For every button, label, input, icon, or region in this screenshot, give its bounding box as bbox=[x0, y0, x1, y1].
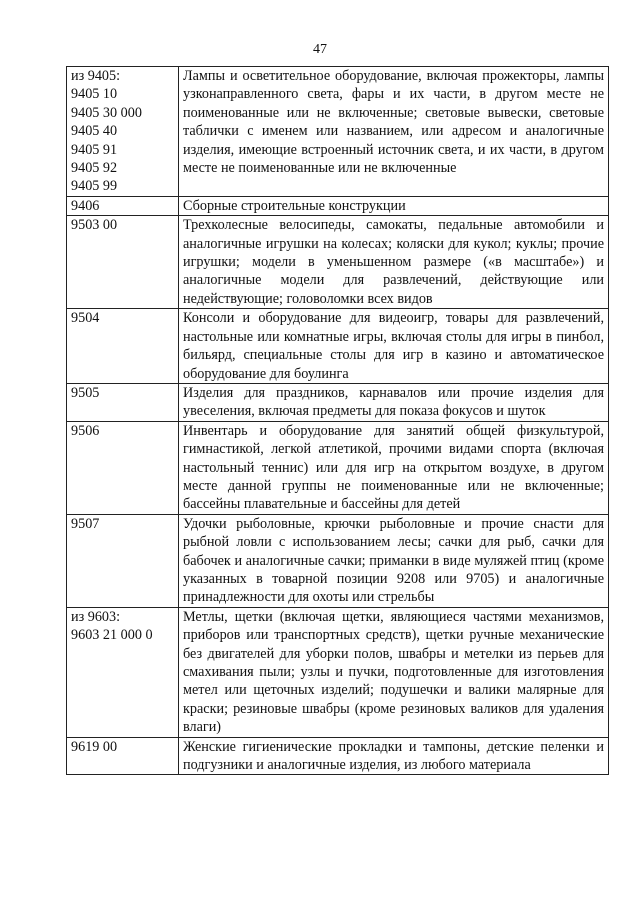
code-cell bbox=[67, 607, 179, 737]
table-row bbox=[67, 421, 609, 514]
commodity-code: 9405 40 bbox=[71, 123, 118, 140]
code-cell bbox=[67, 421, 179, 514]
commodity-code-table bbox=[66, 66, 609, 775]
code-cell bbox=[67, 196, 179, 215]
commodity-code: из 9603: bbox=[71, 608, 121, 625]
commodity-code: 9507 bbox=[71, 515, 100, 532]
description-cell: Удочки рыболовные, крючки рыболовные и прочие снасти для рыбной ловли с использованием лесы; сачки для рыб, сачки для бабочек и аналогичные сачки; приманки в виде муляжей птиц (кроме указанных в товарной позиции 9208 или 9705) и аналогичные принадлежности для охоты или стрельбы bbox=[179, 514, 609, 607]
description-cell: Женские гигиенические прокладки и тампоны, детские пеленки и подгузники и аналогичные изделия, из любого материала bbox=[179, 737, 609, 775]
table-body bbox=[67, 67, 609, 775]
commodity-code: 9506 bbox=[71, 422, 100, 439]
commodity-code: 9504 bbox=[71, 310, 100, 327]
commodity-code: 9405 99 bbox=[71, 178, 118, 195]
commodity-code: 9505 bbox=[71, 384, 100, 401]
commodity-code: из 9405: bbox=[71, 68, 121, 84]
code-cell bbox=[67, 216, 179, 309]
code-cell bbox=[67, 514, 179, 607]
commodity-code: 9405 91 bbox=[71, 141, 118, 158]
table-row bbox=[67, 607, 609, 737]
commodity-code: 9603 21 000 0 bbox=[71, 627, 153, 644]
description-cell: Метлы, щетки (включая щетки, являющиеся частями механизмов, приборов или транспортных средств), щетки ручные механические без двигателей для уборки полов, швабры и метелки из перьев для смахивания пыли; узлы и пучки, подготовленные для изготовления метел или щеточных изделий; подушечки и валики малярные для краски; резиновые швабры (кроме резиновых валиков для удаления влаги) bbox=[179, 607, 609, 737]
commodity-code: 9503 00 bbox=[71, 217, 118, 234]
page-number: 47 bbox=[313, 42, 327, 57]
description-cell: Сборные строительные конструкции bbox=[179, 196, 609, 215]
code-cell bbox=[67, 737, 179, 775]
code-cell bbox=[67, 309, 179, 384]
table-row bbox=[67, 737, 609, 775]
commodity-code: 9405 10 bbox=[71, 86, 118, 103]
table-row bbox=[67, 383, 609, 421]
table-row bbox=[67, 196, 609, 215]
description-cell: Лампы и осветительное оборудование, включая прожекторы, лампы узконаправленного света, фары и их части, в другом месте не поименованные или не включенные; световые вывески, световые таблички с именем или названием, или адресом и аналогичные изделия, имеющие встроенный источник света, и их части, в другом месте не поименованные или не включенные bbox=[179, 67, 609, 197]
code-cell bbox=[67, 67, 179, 197]
description-cell: Инвентарь и оборудование для занятий общей физкультурой, гимнастикой, легкой атлетикой, прочими видами спорта (включая настольный теннис) или для игр на открытом воздухе, в другом месте данной группы не поименованные или не включенные; бассейны плавательные и бассейны для детей bbox=[179, 421, 609, 514]
table-row bbox=[67, 309, 609, 384]
description-cell: Изделия для праздников, карнавалов или прочие изделия для увеселения, включая предметы для показа фокусов и шуток bbox=[179, 383, 609, 421]
description-cell: Консоли и оборудование для видеоигр, товары для развлечений, настольные или комнатные игры, включая столы для игры в пинбол, бильярд, специальные столы для игр в казино и автоматическое оборудование для боулинга bbox=[179, 309, 609, 384]
table-row bbox=[67, 216, 609, 309]
table-row bbox=[67, 67, 609, 197]
code-cell bbox=[67, 383, 179, 421]
table-row bbox=[67, 514, 609, 607]
description-cell: Трехколесные велосипеды, самокаты, педальные автомобили и аналогичные игрушки на колесах; коляски для кукол; куклы; прочие игрушки; модели в уменьшенном размере («в масштабе») и аналогичные модели для развлечений, действующие или недействующие; головоломки всех видов bbox=[179, 216, 609, 309]
commodity-code: 9405 30 000 bbox=[71, 104, 142, 121]
commodity-code: 9405 92 bbox=[71, 160, 118, 177]
commodity-code: 9406 bbox=[71, 197, 100, 214]
commodity-code: 9619 00 bbox=[71, 738, 118, 755]
